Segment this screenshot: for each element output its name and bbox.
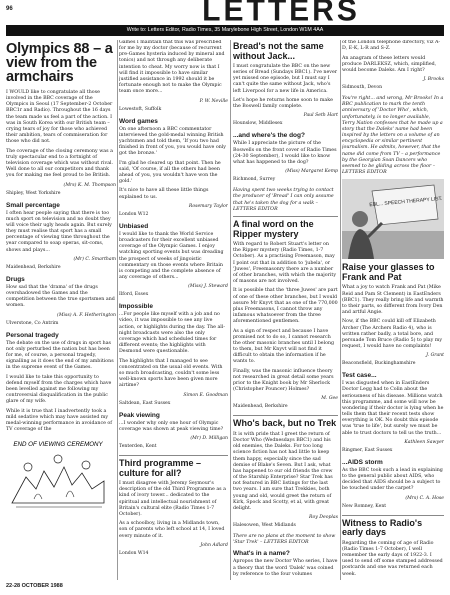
letter-paragraph: I must disagree with Jeremy Seymour's description of the old Third Programme as a kind of ivory tower... dedicated to the spiritual and intellectual nourishment of Britain's cultural elite (Radio Times 1-7 October). [119,481,226,517]
letter-location: Beaconsfield, Buckinghamshire [342,361,416,367]
letter-paragraph: Now, if the BBC could kill off Elizabeth Archer (The Archers Radio 4), who is written rather badly, a total bore, and persuade Tom Bruce (Radio 5) to play my request, I would have no complaints! [342,319,443,349]
headline: Bread's not the same without Jack... [233,41,324,61]
letter-paragraph: An anagram of these letters would produce DARLEKSZ, which, simplified, would become Daleks. Am I right? [342,55,437,73]
letter-paragraph: Games I maintain that this was prescribed for me by my doctor (because of recurrent pre-Games hysteria induced by mineral and tonics) and not through any deliberate intention to cheat. My worry now is that I will find it impossible to have similar justified assistance in 1992 should it be fortunate enough not to make the Olympic team once more... [119,40,225,95]
column-1 [6,40,116,580]
subhead: Test case... [342,372,377,380]
letter-location: Sidmouth, Devon [342,85,383,91]
subhead: Personal tragedy [6,331,59,339]
subhead: Small percentage [6,201,60,209]
letter-signature: (Mrs) K. M. Thompson [63,182,116,188]
section-rule [342,515,444,516]
column-3 [233,40,338,580]
subhead: Drugs [6,275,25,283]
letter-signature: (Miss) J. Steward [188,284,228,290]
headline: A final word on the Ripper mystery [233,219,314,239]
subhead: ...AIDS storm [342,458,383,466]
letter-paragraph: It is possible that the 'three Juwes' are part of one of these other branches, but I would assure Mr Knyvt that as one of the 770,000 plus Freemasons, I cannot throw any infamous whatsoever from the three aforementioned gentlemen. [233,288,338,325]
column-divider [340,40,341,580]
letter-paragraph: ...I wonder why only one hour of Olympic coverage was shown at peak viewing time? [119,420,224,432]
letter-location: Ilford, Essex [119,292,149,298]
headline: Raise your glasses to Frank and Pat [342,262,435,282]
letter-signature: (Miss) A. F. Hetherington [57,312,116,318]
letters-columns [6,40,444,580]
letter-signature: Simon E. Goodman [183,392,228,398]
issue-date: 22-28 OCTOBER 1988 [6,583,63,589]
letter-location: Maidenhead, Berkshire [6,264,61,270]
letter-signature: (Mr) C. Smartham [73,256,116,262]
letter-location: Richmond, Surrey [233,177,276,183]
column-4 [342,40,444,580]
section-rule [119,455,228,456]
letter-paragraph: Apropos the new Doctor Who series, I have a theory that the word 'Dalek' was coined by reference to the four volumes [233,559,338,577]
letter-signature: J. Brooks [423,77,444,83]
letter-signature: J. Grant [426,353,444,359]
column-divider [117,40,118,580]
cartoon-caption: END OF VIEWING CEREMONY [13,441,103,449]
subhead: ...and where's the dog? [233,132,305,140]
letter-paragraph: While it is true that I inadvertently took a mild sedative which may have assisted my medal-winning performance in avoidance of TV coverage of the [6,408,113,433]
letter-paragraph: I must congratulate the BBC on the new series of Bread (Sundays BBC1). I've never yet missed one episode, but I must say I can't quite the same without Jack, who's left Liverpool for a new life in America. [233,64,338,94]
subhead: Impossible [119,303,153,311]
letter-signature: John Adlard [200,542,228,548]
letter-location: Maidenhead, Berkshire [233,404,288,410]
headline: Third programme – culture for all? [119,458,202,478]
letter-signature: (Mr) D. Milligan [190,436,228,442]
letter-signature: Kathleen Sawyer [404,439,444,445]
letter-paragraph: I often hear people saying that there is too much sport on television and no doubt they will voice their ugly heads again. But surely they must realise that sport has a small percentage of viewing time throughout the year compared to soap operas, sit-coms, shows and plays... [6,210,112,253]
letter-paragraph: The debate on the use of drugs in sport has not only perturbed the nation but has been for me, of course, a personal tragedy, signalling as it does the end of my ambitions in the supreme event of the Games. [6,340,114,371]
letter-paragraph: With regard to Robert Stuart's letter on the Ripper mystery (Radio Times, 1-7 October). As a practising Freemason, may I point out that in addition to 'jubela', or 'Juwes', Freemasonry there are a number of other branches, with which the majority of masons are not involved. [233,242,337,285]
letter-location: Saltdean, East Sussex [119,400,171,406]
letter-paragraph: What a joy to watch Frank and Pat (Mike Reid and Pam St Clement) in EastEnders (BBC1). They really bring life and warmth to their parts, so different from Ivory Den and artful Angie. [342,285,444,315]
letter-signature: (Mrs) C. A. Hose [405,495,444,501]
letter-paragraph: I WOULD like to congratulate all those involved in the BBC coverage of the Olympics in Seoul (17 September-2 October BBC1r and Radio). Throughout the 16 days the team made us feel a part of the action. I was in South Korea with our British team – crying tears of joy for those who achieved their ambition, tears of commiseration for those who did not. [6,90,113,145]
letter-paragraph: As a schoolboy, living in a Midlands town, son of parents who left school at 14, I loved every minute of it. [119,521,225,539]
section-rule [233,415,338,416]
letter-paragraph: While I appreciate the picture of the Boswells on the front cover of Radio Times (24-30 September), I would like to know what has happened to the dog? [233,141,337,165]
letter-paragraph: As a sign of respect and because I have promised not to do so, I cannot research the other masonic branches until I belong to them, but Mr Knyvt will not find it difficult to obtain the information if he wants to. [233,328,335,365]
letter-location: New Romney, Kent [342,503,387,509]
letter-location: London W12 [119,211,149,217]
viewing-ceremony-cartoon [6,437,110,513]
letter-location: Hounslow, Middlesex [233,121,283,127]
letter-paragraph: It is with pride that I greet the return of Doctor Who (Wednesdays BBC1) and his old enemies, the Daleks. For too long science fiction has not had little to keep them happy, especially since the sad demise of Blake's Seven. But I ask, what has happened to our old friends the crew of the Starship Enterprise? Star Trek has not featured in BBC listings for the last two years. I am sure that Trekkies, both young and old, would greet the return of Kirk, Spock and Scotty, et al, with great delight. [233,431,333,511]
letter-paragraph: I would like to take this opportunity to defend myself from the charges which have been levelled against me following my controversial disqualification in the public glare of my wife. [6,374,112,405]
letter-signature: Roy Deoplas [309,515,338,521]
letter-location: London W14 [119,550,149,556]
letter-location: Ringmer, East Sussex [342,447,393,453]
letter-paragraph: I'm glad he cleared up that point. Then he said, 'Of course, if all the others had been ahead of you, you wouldn't have won the gold.' [119,160,221,185]
headline: Witness to Radio's early days [342,517,423,538]
photo-sign-text: EBL... SPEECH THERAPY LIST. [369,196,443,209]
speech-therapy-photo [342,179,444,259]
letter-signature: Rosemary Taylor [188,203,228,209]
letter-paragraph: On one afternoon a BBC commentator interviewed the gold-medal winning British yachtsmen and told them, 'If you two had finished in front of you, you would have only got the bronze.' [119,126,226,157]
subhead: Peak viewing [119,411,160,419]
letter-paragraph: As the BBC took such a lead in explaining to the general public about AIDS, who decided that AIDS should be a subject to be touched under the carpet? [342,467,443,492]
editor-note: Having spent two weeks trying to contact the producer of 'Bread' I can only assume that he's taken the dog for a walk – LETTERS EDITOR [233,188,334,212]
subhead: What's in a name? [233,550,290,558]
letter-paragraph: The coverage of the closing ceremony was a truly spectacular end to a fortnight of television coverage which was without rival. Well done to all our competitors and thank you for making me feel proud to be British. [6,148,114,179]
main-headline: Olympics 88 – a view from the armchairs [6,41,113,85]
letter-paragraph: Let's hope he returns home soon to make the Boswell family complete. [233,97,333,110]
letter-paragraph: of the London telephone directory, viz A-D, E-K, L-R and S-Z. [342,40,441,52]
letter-location: Ulverstone, Co Antrim [6,320,59,326]
letter-paragraph: Regarding the coming of age of Radio (Radio Times 1-7 October), I well remember the early days of 1922-3. I used to send off some stamped addressed postcards and one was returned each week. [342,540,443,577]
letter-paragraph: Finally, was the masonic influence theory not researched in great detail some years prior to the Knight book by Mr Sherlock (Christopher Pouncer) Holmes? [233,368,334,393]
column-divider [230,40,231,580]
letter-signature: P. W. Neville [199,98,228,104]
letter-paragraph: I was disgusted when in EastEnders Doctor Legg had to Colin about the seriousness of his disease. Millions watch this programme, and some will now be wondering if their doctor is lying when he tells them that their recent tests show everything is OK. No doubt this episode was 'true to life', but surely we must be able to trust doctors to tell us the truth... [342,381,444,436]
subhead: Word games [119,117,158,125]
letter-paragraph: How sad that the 'drama' of the drugs overshadowed the Games and the competition between the true sportsmen and women. [6,284,115,309]
subhead: Unbiased [119,222,149,230]
letter-signature: M. Gee [321,396,338,402]
section-rule [233,216,338,217]
page-number: 96 [6,6,13,12]
letter-paragraph: ...For people like myself with a job and no video, it was impossible to see any live action, or highlights during the day. The all-night broadcasts were also the only coverage which had scheduled times for different events; the highlights with Desmond were questionable. [119,312,225,355]
letter-signature: Paul Seth Hart [303,113,338,119]
column-2 [119,40,228,580]
letter-paragraph: I would like to thank the World Service broadcasters for their excellent unbiased coverage of the Olympic Games. I enjoy watching sporting events but was dreading the prospect of weeks of jingoistic commentary on those events where Britain is competing and the complete absence of any coverage of others... [119,231,224,280]
letter-location: Shipley, West Yorkshire [6,190,61,196]
headline: Who's back, but no Trek [233,418,337,429]
letter-location: Tenterden, Kent [119,444,157,450]
address-bar: Write to: Letters Editor, Radio Times, 35 Marylebone High Street, London W1M 4AA [6,25,444,36]
letter-location: Lowestoft, Suffolk [119,106,162,112]
editor-note: There are no plans at the moment to show 'Star Trek' – LETTERS EDITOR [233,534,336,546]
letter-paragraph: The highlights that I managed to see concentrated on the usual old events. With so much broadcasting, couldn't some less well-known sports have been given more airtime? [119,358,223,389]
editor-note: You're right... and wrong, Mr Brooks! In a BBC publication to mark the tenth anniversary of 'Doctor Who', which, unfortunately, is no longer available, Terry Nation confesses that he made up a story that the Daleks' name had been inspired by the letters on a volume of an encyclopedia or similar pertinent journalism. He admits, however, that the name did come from TV – a performance by the Georgian Soan Dancers who seemed to be gliding across the floor – LETTERS EDITOR [342,96,444,176]
letter-location: Halesowen, West Midlands [233,523,296,529]
masthead-title: LETTERS [202,0,360,23]
letter-paragraph: It's nice to have all these little things explained to us. [119,188,209,200]
letter-signature: (Miss) Margaret Kemp [285,169,338,175]
